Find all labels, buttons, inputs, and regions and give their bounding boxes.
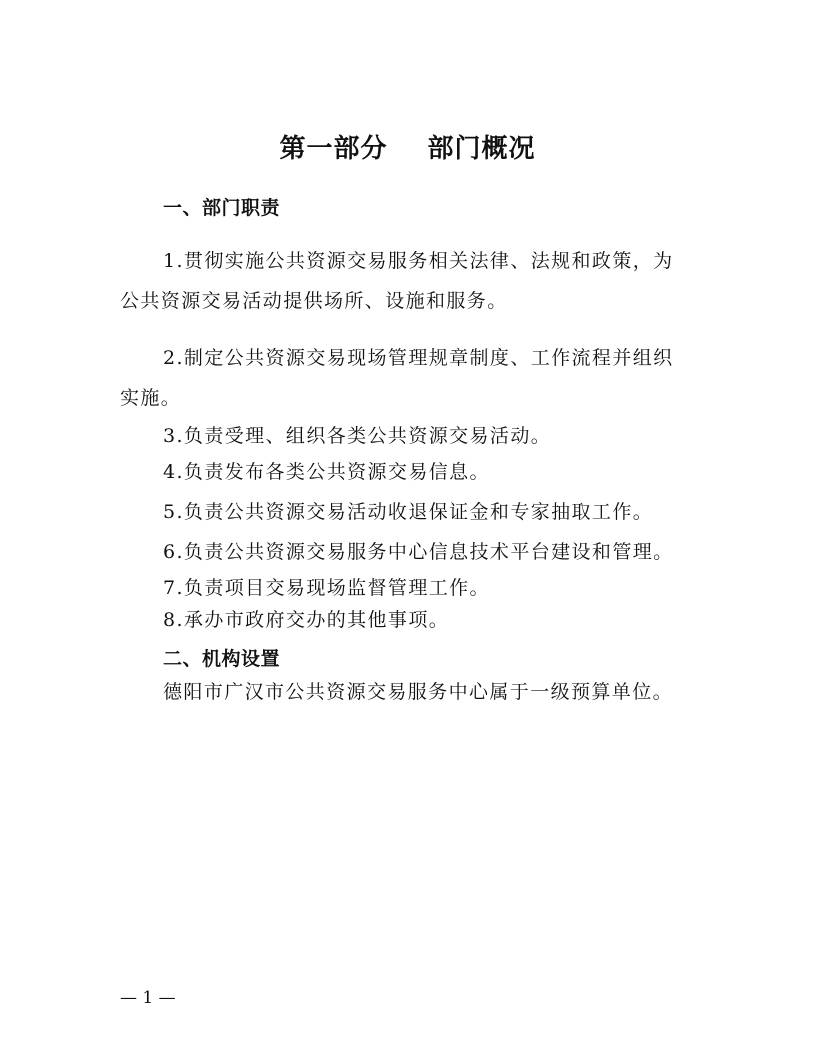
section-heading-duties: 一、部门职责 (163, 197, 281, 219)
duty-line: 6.负责公共资源交易服务中心信息技术平台建设和管理。 (163, 541, 674, 563)
duty-line: 3.负责受理、组织各类公共资源交易活动。 (163, 425, 552, 447)
duty-line: 4.负责发布各类公共资源交易信息。 (163, 461, 490, 483)
duty-line: 5.负责公共资源交易活动收退保证金和专家抽取工作。 (163, 501, 654, 523)
duty-line: 公共资源交易活动提供场所、设施和服务。 (120, 290, 508, 312)
page-title: 第一部分 部门概况 (279, 134, 536, 164)
duty-line: 7.负责项目交易现场监督管理工作。 (163, 577, 490, 599)
organization-line: 德阳市广汉市公共资源交易服务中心属于一级预算单位。 (163, 681, 674, 703)
duty-line: 8.承办市政府交办的其他事项。 (163, 609, 450, 631)
duty-line: 1.贯彻实施公共资源交易服务相关法律、法规和政策，为 (163, 250, 674, 272)
duty-line: 2.制定公共资源交易现场管理规章制度、工作流程并组织 (163, 347, 674, 369)
duty-line: 实施。 (120, 387, 182, 409)
section-heading-organization: 二、机构设置 (163, 648, 281, 670)
page-number: — 1 — (120, 988, 176, 1008)
